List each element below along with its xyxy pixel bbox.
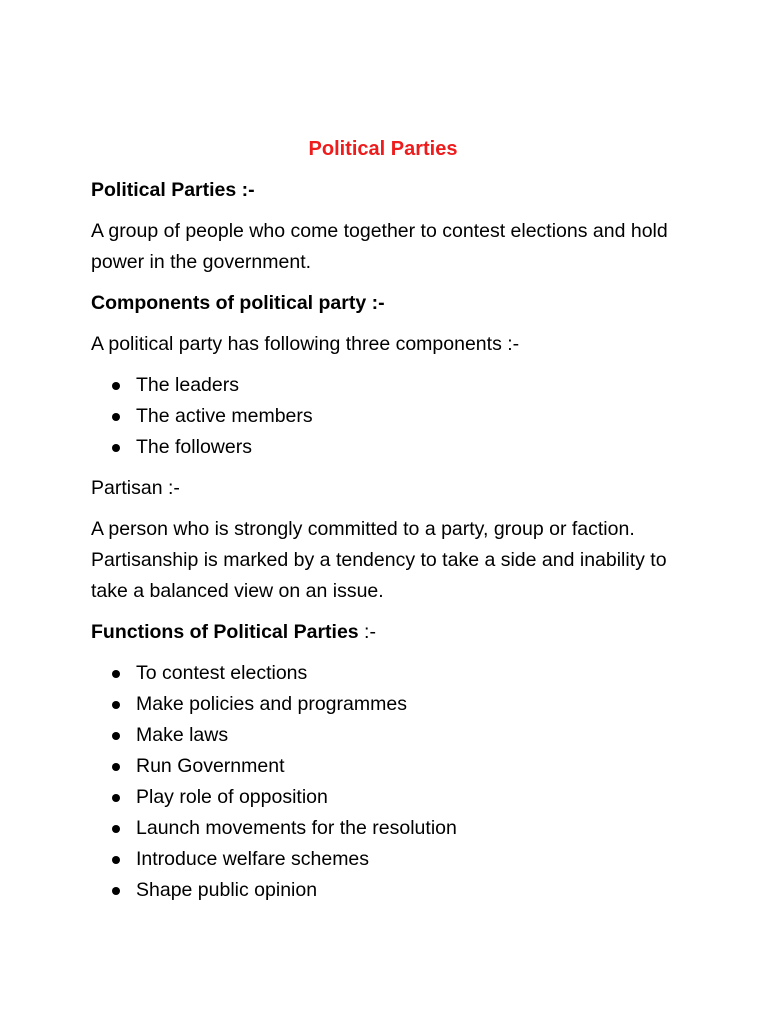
section-heading-components: Components of political party :- — [91, 292, 385, 314]
section-heading-partisan: Partisan :- — [91, 477, 180, 499]
list-item-text: The followers — [136, 436, 252, 458]
list-item-text: Shape public opinion — [136, 879, 318, 901]
list-item-text: Introduce welfare schemes — [136, 848, 370, 870]
list-item-text: Play role of opposition — [136, 786, 328, 808]
list-item-text: The leaders — [136, 374, 239, 396]
document-content — [91, 134, 691, 916]
list-item — [91, 751, 691, 782]
bullet-icon — [112, 444, 120, 452]
bullet-icon — [112, 732, 120, 740]
components-intro: A political party has following three components :- — [91, 333, 520, 355]
definition-political-parties: A group of people who come together to contest elections and hold power in the government. — [91, 220, 668, 273]
list-item — [91, 658, 691, 689]
bullet-icon — [112, 763, 120, 771]
section-heading-functions — [91, 617, 691, 648]
bullet-icon — [112, 887, 120, 895]
list-item-text: Run Government — [136, 755, 285, 777]
list-item-text: The active members — [136, 405, 313, 427]
list-item-text: Make laws — [136, 724, 229, 746]
list-item — [91, 689, 691, 720]
section-heading-political-parties: Political Parties :- — [91, 179, 255, 201]
functions-heading-bold: Functions of Political Parties — [91, 621, 359, 643]
bullet-icon — [112, 856, 120, 864]
functions-list — [91, 658, 691, 906]
list-item-text: Launch movements for the resolution — [136, 817, 457, 839]
list-item — [91, 813, 691, 844]
bullet-icon — [112, 670, 120, 678]
functions-heading-suffix: :- — [358, 621, 376, 643]
bullet-icon — [112, 382, 120, 390]
list-item-text: To contest elections — [136, 662, 308, 684]
bullet-icon — [112, 701, 120, 709]
definition-partisan: A person who is strongly committed to a party, group or faction. Partisanship is marked by a tendency to take a side and inability to take a balanced view on an issue. — [91, 518, 667, 602]
list-item — [91, 875, 691, 906]
bullet-icon — [112, 794, 120, 802]
list-item — [91, 844, 691, 875]
components-list — [91, 370, 691, 463]
list-item — [91, 432, 691, 463]
bullet-icon — [112, 413, 120, 421]
list-item — [91, 370, 691, 401]
list-item — [91, 782, 691, 813]
list-item-text: Make policies and programmes — [136, 693, 407, 715]
list-item — [91, 401, 691, 432]
bullet-icon — [112, 825, 120, 833]
list-item — [91, 720, 691, 751]
document-title: Political Parties — [308, 138, 458, 160]
